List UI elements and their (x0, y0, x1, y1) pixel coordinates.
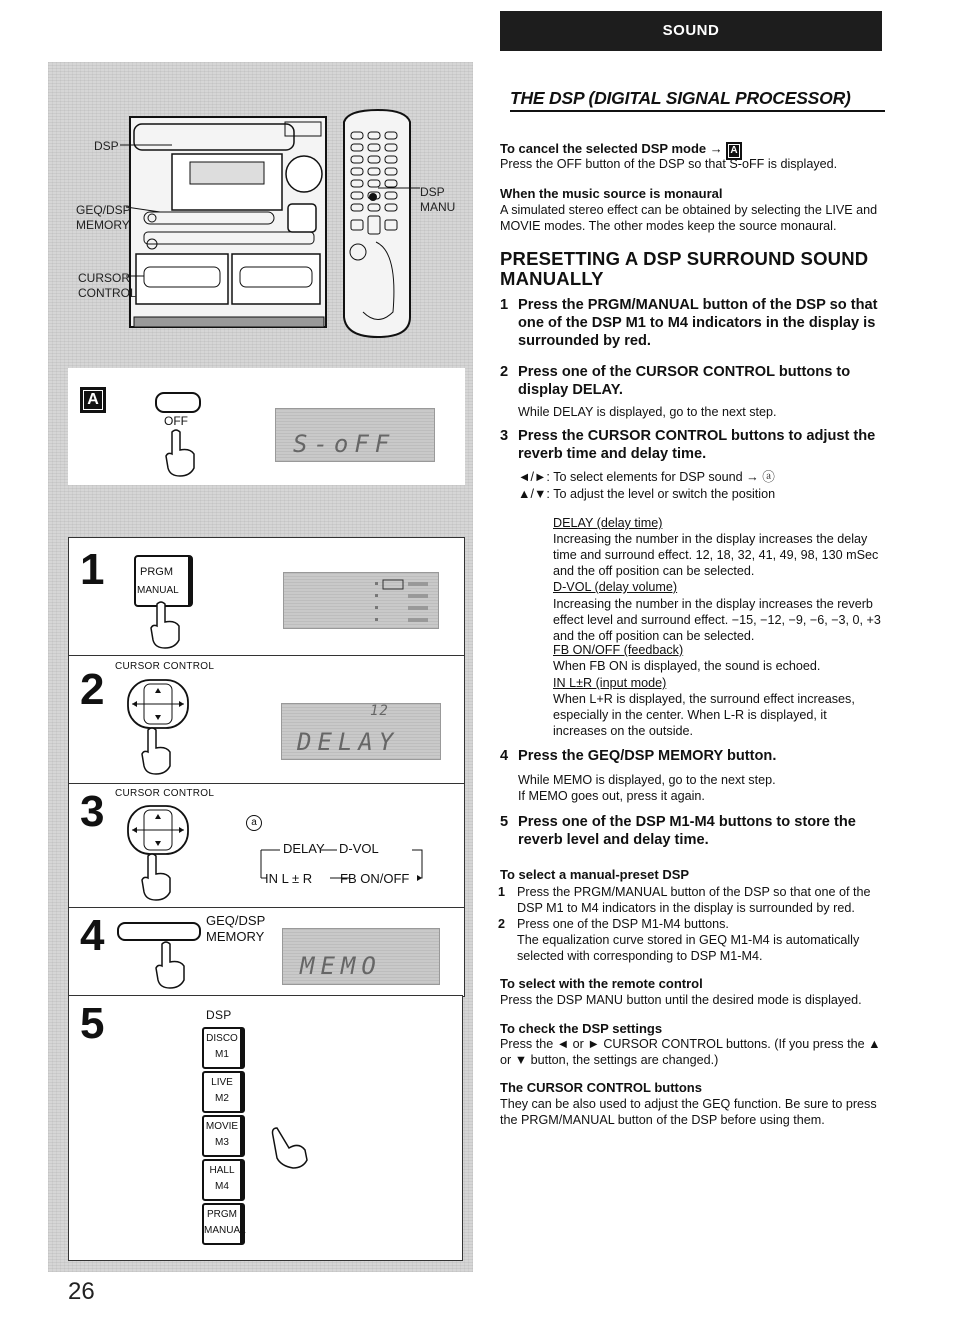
geq-dsp-memory-button[interactable] (117, 922, 201, 941)
dsp-mode-button-bottom: MANUAL (204, 1225, 246, 1236)
preset-step-1: 1 Press the PRGM/MANUAL button of the DSP so that one of the DSP M1 to M4 indicators in the display is surrounded by red. (500, 297, 878, 349)
label-dsp-manu: DSP MANU (420, 185, 456, 214)
cycle-dvol: D-VOL (339, 841, 379, 856)
manual-preset-item-2: 2 Press one of the DSP M1-M4 buttons. The equalization curve stored in GEQ M1-M4 is automatically selected with corresponding to DSP M1-M4. (498, 917, 860, 963)
dsp-mode-button-bottom: M1 (215, 1049, 229, 1060)
dsp-mode-button[interactable] (202, 1115, 245, 1157)
step3-line-2: ▲/▼: To adjust the level or switch the position (518, 487, 776, 501)
step2-caption: CURSOR CONTROL (115, 661, 215, 672)
dvol-desc: Increasing the number in the display increases the reverb effect level and surround effect. −15, −12, −9, −6, −3, 0, +3 and the off position can be selected. (553, 597, 881, 643)
remote-body: Press the DSP MANU button until the desired mode is displayed. (500, 993, 862, 1007)
dvol-term: D-VOL (delay volume) (553, 580, 678, 594)
lcd-s-off-text: S-oFF (293, 430, 396, 458)
geq-dsp-memory-label: GEQ/DSP MEMORY (206, 913, 266, 944)
lcd-delay-value: 12 (370, 703, 389, 719)
step1-number: 1 (80, 545, 105, 594)
dsp-mode-button-top: PRGM (207, 1209, 237, 1220)
delay-term: DELAY (delay time) (553, 516, 663, 530)
cursor-control-pad[interactable] (122, 676, 192, 781)
preset-step-4: 4 Press the GEQ/DSP MEMORY button. (500, 748, 777, 764)
cursor-buttons-heading: The CURSOR CONTROL buttons (500, 1080, 702, 1095)
cycle-delay: DELAY (283, 841, 325, 856)
off-button-label: OFF (164, 414, 188, 428)
pressing-hand-icon (265, 1122, 313, 1172)
step3-caption: CURSOR CONTROL (115, 788, 215, 799)
cancel-heading: To cancel the selected DSP mode → A (500, 141, 885, 160)
section-header: SOUND (500, 11, 882, 51)
panel-a-marker: A (80, 387, 106, 413)
lcd-delay-text: DELAY (297, 728, 400, 756)
step5-number: 5 (80, 999, 105, 1048)
preset-step-5: 5 Press one of the DSP M1-M4 buttons to store the reverb level and delay time. (500, 814, 856, 848)
page-title: THE DSP (DIGITAL SIGNAL PROCESSOR) (510, 88, 885, 112)
cursor-control-pad[interactable] (122, 802, 192, 907)
dsp-mode-button-bottom: M2 (215, 1093, 229, 1104)
dsp-mode-button-bottom: M4 (215, 1181, 229, 1192)
dsp-mode-button-top: MOVIE (205, 1121, 239, 1132)
cycle-fb: FB ON/OFF (340, 871, 410, 886)
manual-preset-item-1: 1 Press the PRGM/MANUAL button of the DSP so that one of the DSP M1 to M4 indicators in the display is surrounded by red. (498, 885, 871, 915)
step3-number: 3 (80, 787, 105, 836)
preset-step-3: 3 Press the CURSOR CONTROL buttons to adjust the reverb time and delay time. (500, 428, 876, 462)
monaural-body: A simulated stereo effect can be obtained by selecting the LIVE and MOVIE modes. The other modes keep the source monaural. (500, 203, 878, 233)
step3-line-1: ◄/►: To select elements for DSP sound → ⓐ (518, 470, 775, 484)
dsp-mode-button[interactable] (202, 1027, 245, 1069)
inlr-term: IN L±R (input mode) (553, 676, 667, 690)
pressing-hand-icon (150, 940, 192, 990)
page-number: 26 (68, 1278, 95, 1305)
dsp-mode-button-top: LIVE (211, 1077, 233, 1088)
monaural-heading: When the music source is monaural (500, 186, 723, 201)
dsp-mode-button-top: DISCO (206, 1033, 238, 1044)
presetting-heading: PRESETTING A DSP SURROUND SOUND MANUALLY (500, 248, 869, 289)
step2-note: While DELAY is displayed, go to the next step. (518, 405, 777, 419)
manual-label: MANUAL (137, 585, 179, 596)
fb-term: FB ON/OFF (feedback) (553, 643, 684, 657)
manual-preset-heading: To select a manual-preset DSP (500, 867, 690, 882)
inlr-desc: When L+R is displayed, the surround effect increases, especially in the center. When L-R is displayed, it increases on the outside. (553, 692, 855, 738)
check-body: Press the ◄ or ► CURSOR CONTROL buttons. (If you press the ▲ or ▼ button, the settings are changed.) (500, 1037, 881, 1067)
label-dsp: DSP (94, 139, 119, 153)
dsp-mode-button-top: HALL (209, 1165, 235, 1176)
pressing-hand-icon (160, 428, 202, 478)
cancel-body: Press the OFF button of the DSP so that S-oFF is displayed. (500, 157, 838, 171)
step4-note: While MEMO is displayed, go to the next step. If MEMO goes out, press it again. (518, 773, 776, 803)
step4-number: 4 (80, 911, 105, 960)
label-geq-dsp-memory: GEQ/DSP MEMORY (76, 203, 131, 232)
fb-desc: When FB ON is displayed, the sound is echoed. (553, 659, 821, 673)
prgm-label: PRGM (140, 566, 173, 578)
dsp-mode-button[interactable] (202, 1203, 245, 1245)
dsp-mode-button-bottom: M3 (215, 1137, 229, 1148)
marker-a: a (246, 815, 262, 831)
delay-desc: Increasing the number in the display increases the delay time and surround effect. 12, 18, 32, 41, 49, 98, 130 mSec and the off position can be selected. (553, 532, 879, 578)
dsp-indicator-graphic (283, 572, 437, 627)
remote-heading: To select with the remote control (500, 976, 703, 991)
check-heading: To check the DSP settings (500, 1021, 663, 1036)
label-cursor-control: CURSOR CONTROL (78, 271, 137, 300)
panel-a-ref: A (726, 142, 741, 160)
pressing-hand-icon (145, 600, 187, 650)
step2-number: 2 (80, 665, 105, 714)
dsp-mode-button[interactable] (202, 1159, 245, 1201)
lcd-memo-text: MEMO (300, 952, 382, 980)
preset-step-2: 2 Press one of the CURSOR CONTROL buttons to display DELAY. (500, 364, 851, 398)
cycle-inlr: IN L ± R (265, 871, 313, 886)
dsp-mode-button[interactable] (202, 1071, 245, 1113)
step5-caption: DSP (206, 1008, 232, 1022)
cursor-buttons-body: They can be also used to adjust the GEQ function. Be sure to press the PRGM/MANUAL button of the DSP before using them. (500, 1097, 877, 1127)
off-button[interactable] (155, 392, 201, 413)
